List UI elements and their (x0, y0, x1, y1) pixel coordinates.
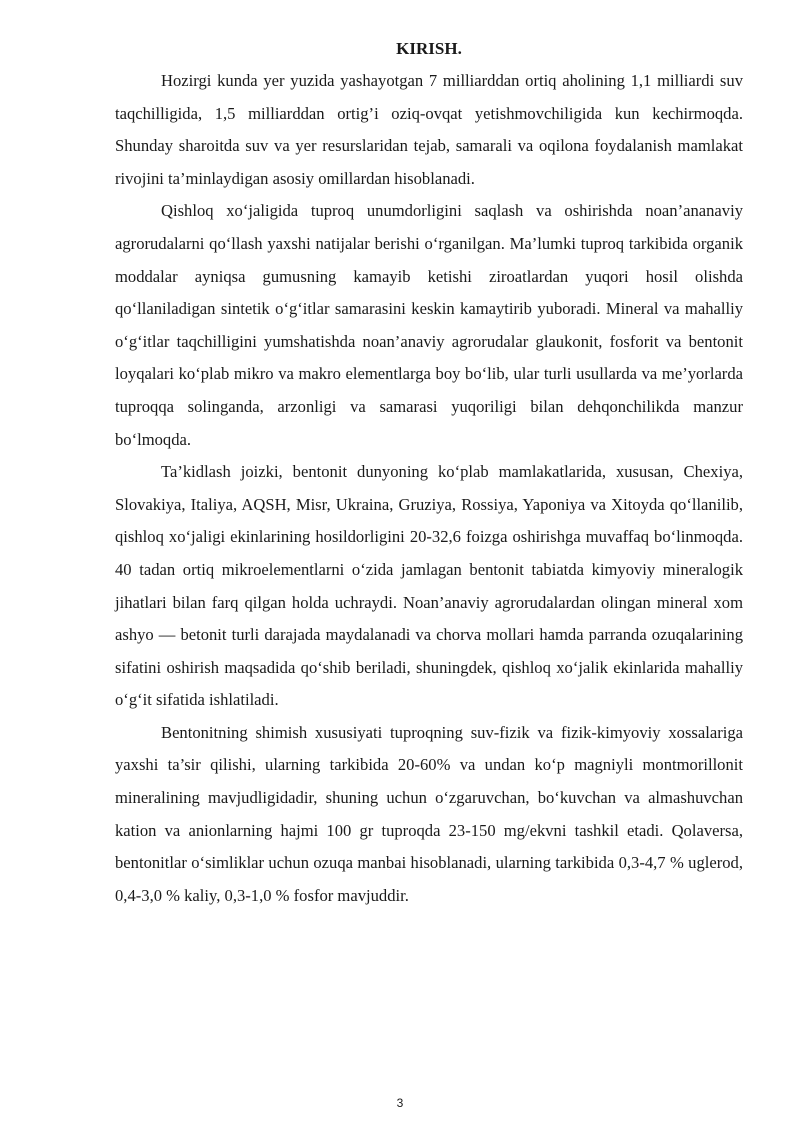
document-page (115, 36, 743, 912)
page-title: KIRISH. (396, 39, 462, 58)
paragraph-1: Hozirgi kunda yer yuzida yashayotgan 7 milliarddan ortiq aholining 1,1 milliardi suv taqchilligida, 1,5 milliarddan ortig’i oziq-ovqat yetishmovchiligida kun kechirmoqda. Shunday sharoitda suv va yer resurslaridan tejab, samarali va oqilona foydalanish mamlakat rivojini ta’minlaydigan asosiy omillardan hisoblanadi. (115, 71, 743, 188)
paragraph-4: Bentonitning shimish xususiyati tuproqning suv-fizik va fizik-kimyoviy xossalariga yaxshi ta’sir qilishi, ularning tarkibida 20-60% va undan ko‘p magniyli montmorillonit mineralining mavjudligidadir, shuning uchun o‘zgaruvchan, bo‘kuvchan va almashuvchan kation va anionlarning hajmi 100 gr tuproqda 23-150 mg/ekvni tashkil etadi. Qolaversa, bentonitlar o‘simliklar uchun ozuqa manbai hisoblanadi, ularning tarkibida 0,3-4,7 % uglerod, 0,4-3,0 % kaliy, 0,3-1,0 % fosfor mavjuddir. (115, 722, 743, 905)
paragraph-2: Qishloq xo‘jaligida tuproq unumdorligini saqlash va oshirishda noan’ananaviy agrorudalarni qo‘llash yaxshi natijalar berishi o‘rganilgan. Ma’lumki tuproq tarkibida organik moddalar ayniqsa gumusning kamayib ketishi ziroatlardan yuqori hosil olishda qo‘llaniladigan sintetik o‘g‘itlar samarasini keskin kamaytirib yuboradi. Mineral va mahalliy o‘g‘itlar taqchilligini yumshatishda noan’anaviy agrorudalar glaukonit, fosforit va bentonit loyqalari ko‘plab mikro va makro elementlarga boy bo‘lib, ular turli usullarda va me’yorlarda tuproqqa solinganda, arzonligi va samarasi yuqoriligi bilan dehqonchilikda manzur bo‘lmoqda. (115, 201, 743, 449)
paragraph-3: Ta’kidlash joizki, bentonit dunyoning ko‘plab mamlakatlarida, xususan, Chexiya, Slovakiya, Italiya, AQSH, Misr, Ukraina, Gruziya, Rossiya, Yaponiya va Xitoyda qo‘llanilib, qishloq xo‘jaligi ekinlarining hosildorligini 20-32,6 foizga oshirishga muvaffaq bo‘linmoqda. 40 tadan ortiq mikroelementlarni o‘zida jamlagan bentonit tabiatda kimyoviy mineralogik jihatlari bilan farq qilgan holda uchraydi. Noan’anaviy agrorudalardan olingan mineral xom ashyo — betonit turli darajada maydalanadi va chorva mollari hamda parranda ozuqalarining sifatini oshirish maqsadida qo‘shib beriladi, shuningdek, qishloq xo‘jalik ekinlarida mahalliy o‘g‘it sifatida ishlatiladi. (115, 462, 743, 710)
page-number: 3 (396, 1096, 404, 1110)
